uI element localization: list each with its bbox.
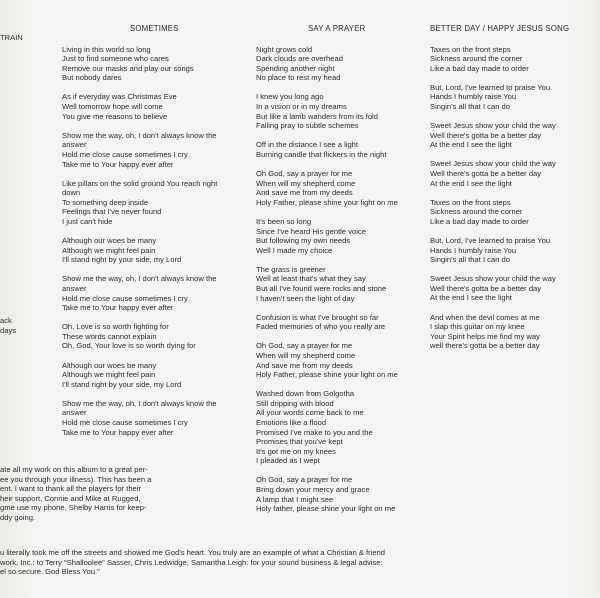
lyric-line: When will my shepherd come [256,350,356,360]
lyric-line: Well there's gotta be a better day [430,283,542,293]
thanks-line: u literally took me off the streets and showed me God's heart. You truly are an example of what a Christian & friend [0,548,386,557]
lyric-line: Oh God, say a prayer for me [256,475,353,485]
lyric-line: Washed down from Golgotha [256,389,355,399]
lyric-line: Well tomorrow hope will come [62,102,163,112]
lyric-line: I slap this guitar on my knee [430,322,525,332]
credit-line: heir support, Connie and Mike at Rugged, [0,493,141,503]
lyric-line: Show me the way, oh, I don't always know the [62,398,217,408]
lyric-line: Remove our masks and play our songs [62,63,194,73]
stanza [62,274,252,312]
stanza [62,179,252,227]
lyric-line: I knew you long ago [256,92,324,102]
thanks-note [0,548,385,577]
lyric-line: Holy father, please shine your light on me [256,504,396,514]
stanza [430,83,598,112]
song-column-better-day [430,24,598,360]
lyric-line: No place to rest my head [256,73,341,83]
lyric-line: When will my shepherd come [256,178,356,188]
stanza [430,274,598,303]
lyric-line: Holy Father, please shine your light on me [256,370,398,380]
lyric-line: Your Spirit helps me find my way [430,331,540,341]
credits-block [0,465,151,523]
lyric-line: All your words come back to me [256,408,364,418]
lyric-line: Since I've heard His gentle voice [256,226,366,236]
lyric-line: Like a bad day made to order [430,216,529,226]
lyric-line: Oh, Love is so worth fighting for [62,322,169,332]
lyric-line: But like a lamb wanders from its fold [256,111,378,121]
lyric-line: Faded memories of who you really are [256,322,386,332]
song-title: SAY A PRAYER [308,24,366,33]
lyric-line: But all I've found were rocks and stone [256,283,387,293]
stanza [430,236,598,265]
stanza [62,361,252,390]
lyric-line: Spending another night [256,63,335,73]
stanza [256,45,428,83]
lyric-line: Hold me close cause sometimes I cry [62,418,188,427]
lyric-line: But, Lord, I've learned to praise You [430,236,551,245]
lyric-line: Bring down your mercy and grace [256,485,370,495]
lyric-line: Still dripping with blood [256,398,334,408]
song-lyrics [62,45,252,438]
left-fragment: days [0,326,17,335]
lyric-line: The grass is greener [256,264,326,274]
lyric-line: Take me to Your happy ever after [62,303,174,313]
lyric-line: Well there's gotta be a better day [430,130,542,140]
stanza [256,265,428,303]
left-fragment: ack [0,316,12,325]
stanza [256,341,428,379]
lyric-line: Hold me close cause sometimes I cry [62,293,188,303]
stanza [430,198,598,227]
lyric-line: At the end I see the light [430,140,512,150]
lyric-line: answer [62,140,87,150]
lyric-line: And save me from my deeds [256,188,353,198]
lyric-line: Promises that you've kept [256,437,343,447]
lyric-line: Emotions like a flood [256,418,327,427]
lyric-line: Holy Father, please shine your light on me [256,197,398,207]
lyric-line: But following my own needs [256,236,351,246]
stanza [256,92,428,130]
lyric-line: Promised I've make to you and the [256,427,373,437]
lyric-line: Show me the way, oh, I don't always know the [62,130,217,140]
lyric-line: Well there's gotta be a better day [430,169,542,179]
lyric-line: Living in this world so long [62,44,151,54]
lyric-line: In a vision or in my dreams [256,102,347,112]
thanks-line: work, Inc.: to Terry "Shalloolee" Sasser, Chris Ledwidge, Samantha Leigh: for your sound business & legal advise: [0,557,383,567]
lyric-line: I'll stand right by your side, my Lord [62,255,182,265]
lyric-line: Sickness around the corner [430,54,523,64]
stanza [62,45,252,83]
left-title-fragment: TRAIN [0,33,23,42]
lyric-line: Sweet Jesus show your child the way [430,121,556,131]
lyric-line: answer [62,408,87,418]
lyric-line: Sweet Jesus show your child the way [430,274,556,284]
lyric-line: Falling pray to subtle schemes [256,121,359,131]
lyric-line: Singin's all that I can do [430,102,510,112]
lyric-line: Although we might feel pain [62,245,156,255]
lyric-line: It's got me on my knees [256,446,336,456]
lyric-line: Although our woes be many [62,236,157,246]
lyric-line: answer [62,283,87,293]
stanza [430,313,598,351]
lyric-line: But, Lord, I've learned to praise You [430,82,551,92]
lyric-line: Like pillars on the solid ground You reach right [62,178,218,188]
stanza [62,131,252,169]
lyric-line: Oh God, say a prayer for me [256,341,353,351]
lyric-line: Although our woes be many [62,360,157,370]
stanza [430,45,598,74]
song-lyrics [430,45,598,351]
lyric-line: Feelings that I've never found [62,207,162,217]
stanza [430,121,598,150]
lyric-line: Sickness around the corner [430,207,523,217]
song-column-say-a-prayer [256,24,428,523]
lyric-line: Well at least that's what they say [256,274,366,284]
lyric-line: It's been so long [256,216,312,226]
lyric-line: Like a bad day made to order [430,63,529,73]
lyric-line: Although we might feel pain [62,370,156,380]
stanza [256,475,428,513]
lyric-line: And save me from my deeds [256,360,353,370]
lyric-line: Night grows cold [256,44,313,54]
lyric-line: These words cannot explain [62,331,157,341]
stanza [256,313,428,332]
stanza [62,92,252,121]
lyric-line: Hold me close cause sometimes I cry [62,149,188,159]
lyric-line: down [62,188,81,198]
credit-line: ee you through your illness). This has been a [0,474,152,484]
song-title: SOMETIMES [130,24,179,33]
lyric-line: I'll stand right by your side, my Lord [62,379,182,389]
credit-line: ddy going. [0,512,36,522]
lyric-line: Sweet Jesus show your child the way [430,159,556,169]
lyric-line: Well I made my choice [256,245,333,255]
lyric-line: Singin's all that I can do [430,255,510,265]
stanza [62,322,252,351]
lyric-line: A lamp that I might see [256,494,334,504]
lyric-line: Off in the distance I see a light [256,140,359,150]
lyric-line: At the end I see the light [430,178,512,188]
lyric-line: Oh God, say a prayer for me [256,169,353,179]
stanza [256,169,428,207]
lyric-line: At the end I see the light [430,293,512,303]
lyric-line: And when the devil comes at me [430,312,540,322]
song-column-sometimes [62,24,252,447]
stanza [256,217,428,255]
lyric-line: As if everyday was Christmas Eve [62,92,177,102]
lyric-line: You give me reasons to believe [62,111,168,121]
lyric-line: Hands I humbly raise You [430,245,517,255]
credit-line: ent. I want to thank all the players for their [0,484,141,494]
lyric-line: But nobody dares [62,73,122,83]
stanza [256,140,428,159]
lyric-line: I just can't hide [62,217,113,226]
lyric-line: Take me to Your happy ever after [62,427,174,437]
lyric-line: To something deep inside [62,197,149,207]
stanza [62,399,252,437]
lyric-line: I haven't seen the light of day [256,293,355,303]
lyric-line: Just to find someone who cares [62,54,169,64]
stanza [256,389,428,466]
song-lyrics [256,45,428,514]
lyric-line: Hands I humbly raise You [430,92,517,102]
lyric-line: Taxes on the front steps [430,44,511,54]
lyric-line: Oh, God, Your love is so worth dying for [62,341,196,351]
stanza [62,236,252,265]
stanza [430,159,598,188]
lyric-line: Burning candle that flickers in the night [256,149,387,159]
lyric-line: Take me to Your happy ever after [62,159,174,169]
lyric-line: well there's gotta be a better day [430,341,540,351]
credit-line: gme use my phone, Shelby Harris for keep- [0,503,147,513]
thanks-line: el so secure. God Bless You." [0,567,100,577]
lyric-line: Dark clouds are overhead [256,54,343,64]
song-title: BETTER DAY / HAPPY JESUS SONG [430,24,570,33]
lyric-line: I pleaded as I wept [256,456,320,466]
credit-line: ate all my work on this album to a great per- [0,465,148,474]
lyric-line: Confusion is what I've brought so far [256,312,379,322]
lyric-line: Show me the way, oh, I don't always know the [62,274,217,284]
lyric-line: Taxes on the front steps [430,197,511,207]
